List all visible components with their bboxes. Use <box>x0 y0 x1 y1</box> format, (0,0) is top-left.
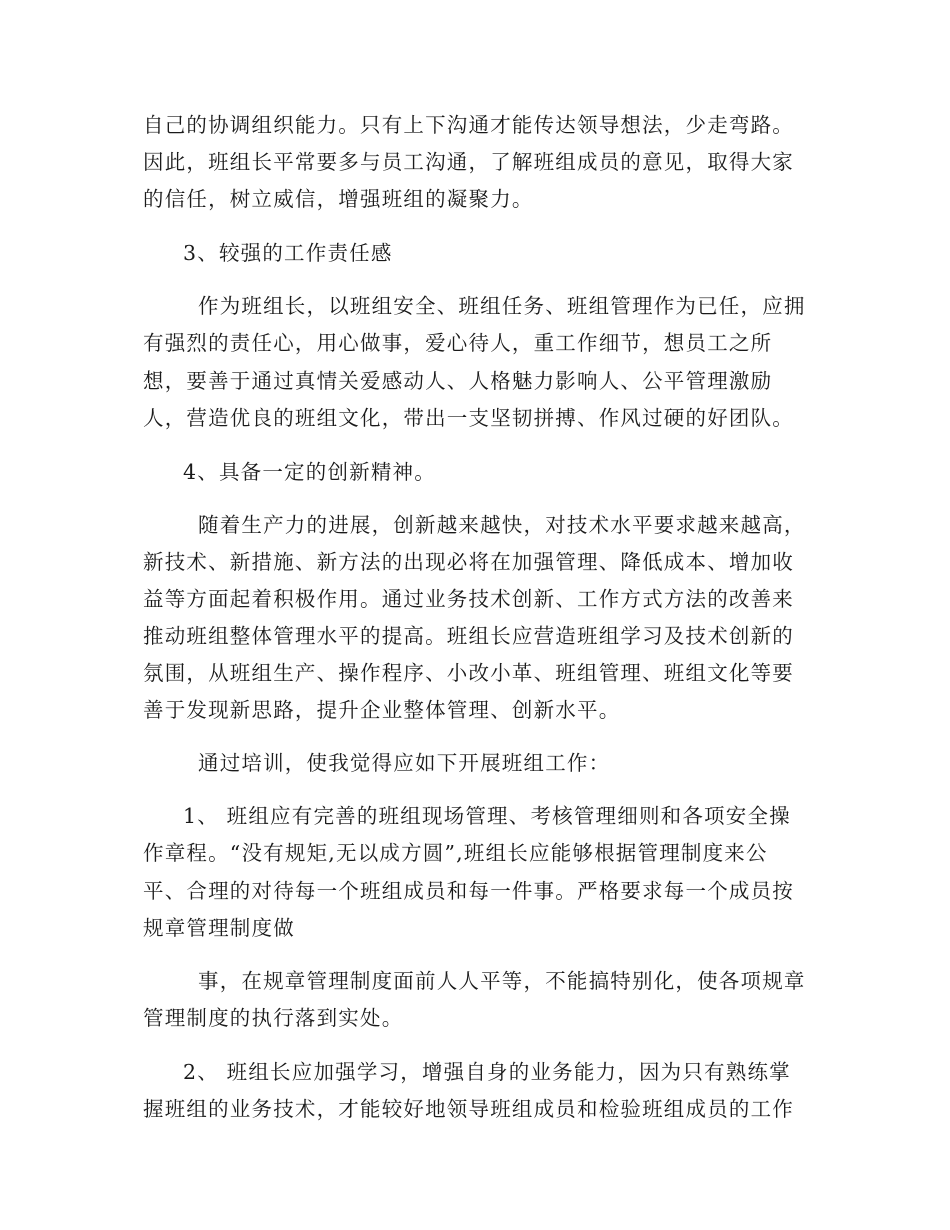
text-line: 作为班组长，以班组安全、班组任务、班组管理作为已任，应拥 <box>198 294 806 318</box>
text-line: 平、合理的对待每一个班组成员和每一件事。严格要求每一个成员按 <box>143 879 794 903</box>
text-line: 2、 班组长应加强学习，增强自身的业务能力，因为只有熟练掌 <box>183 1060 791 1084</box>
text-line: 氛围，从班组生产、操作程序、小改小革、班组管理、班组文化等要 <box>143 661 794 685</box>
text-line: 1、 班组应有完善的班组现场管理、考核管理细则和各项安全操 <box>183 804 791 828</box>
section-heading: 4、具备一定的创新精神。 <box>183 460 436 484</box>
text-line: 人，营造优良的班组文化，带出一支坚韧拼搏、作风过硬的好团队。 <box>143 406 794 430</box>
text-line: 因此，班组长平常要多与员工沟通，了解班组成员的意见，取得大家 <box>143 150 794 174</box>
text-line: 事，在规章管理制度面前人人平等，不能搞特别化，使各项规章 <box>198 969 806 993</box>
text-line: 推动班组整体管理水平的提高。班组长应营造班组学习及技术创新的 <box>143 624 794 648</box>
text-line: 新技术、新措施、新方法的出现必将在加强管理、降低成本、增加收 <box>143 550 794 574</box>
text-line: 规章管理制度做 <box>143 916 295 940</box>
text-line: 自己的协调组织能力。只有上下沟通才能传达领导想法，少走弯路。 <box>143 113 794 137</box>
text-line: 通过培训，使我觉得应如下开展班组工作： <box>198 751 611 775</box>
text-line: 随着生产力的进展，创新越来越快，对技术水平要求越来越高， <box>198 513 806 537</box>
section-heading: 3、较强的工作责任感 <box>183 241 393 265</box>
text-line: 善于发现新思路，提升企业整体管理、创新水平。 <box>143 698 621 722</box>
text-line: 管理制度的执行落到实处。 <box>143 1006 404 1030</box>
text-line: 想，要善于通过真情关爱感动人、人格魅力影响人、公平管理激励 <box>143 369 773 393</box>
text-line: 作章程。“没有规矩,无以成方圆”,班组长应能够根据管理制度来公 <box>143 841 768 865</box>
text-line: 益等方面起着积极作用。通过业务技术创新、工作方式方法的改善来 <box>143 587 794 611</box>
text-line: 有强烈的责任心，用心做事，爱心待人，重工作细节，想员工之所 <box>143 331 773 355</box>
text-line: 的信任，树立威信，增强班组的凝聚力。 <box>143 187 534 211</box>
text-line: 握班组的业务技术，才能较好地领导班组成员和检验班组成员的工作 <box>143 1097 794 1121</box>
